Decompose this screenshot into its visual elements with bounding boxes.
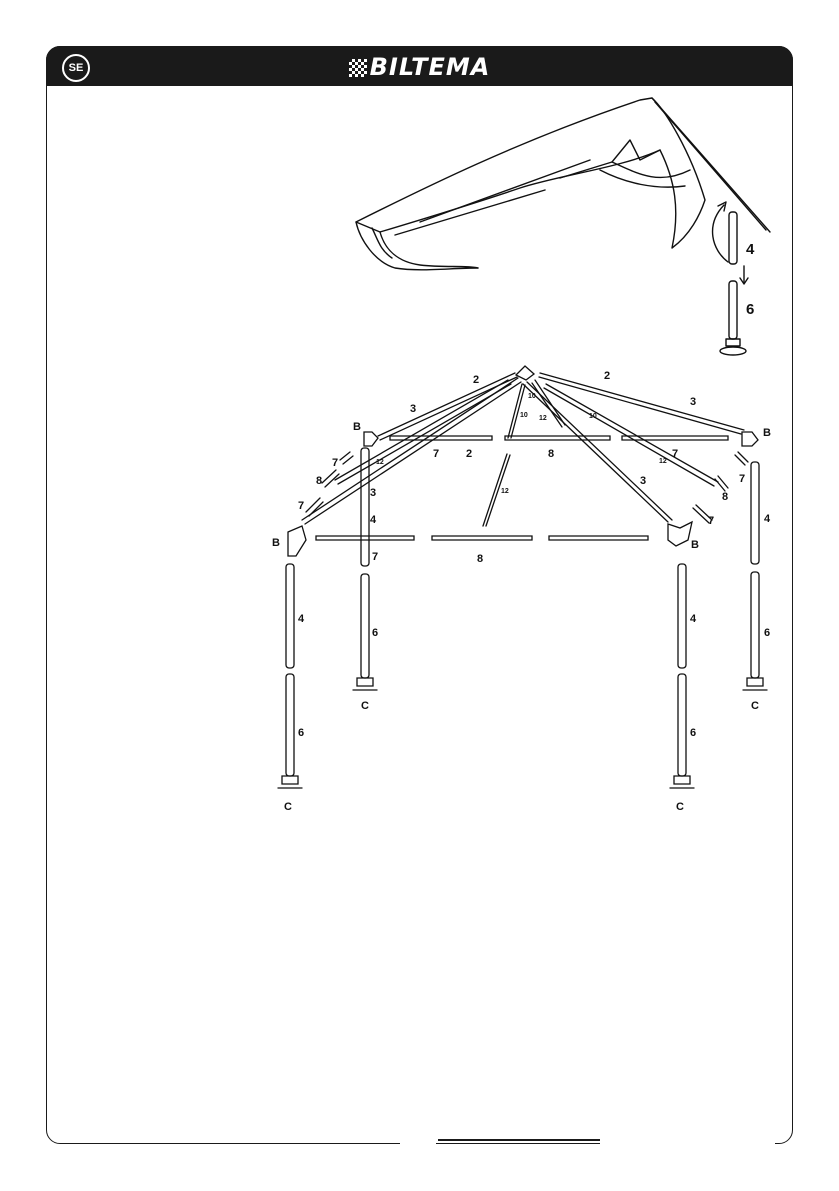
part-label: 2 bbox=[473, 374, 480, 386]
part-label: 10 bbox=[589, 413, 597, 420]
foot-label: C bbox=[361, 700, 369, 712]
part-label: 8 bbox=[316, 475, 323, 487]
part-label: 8 bbox=[722, 491, 729, 503]
part-label: 3 bbox=[690, 396, 697, 408]
part-label: 10 bbox=[528, 393, 536, 400]
part-label: 12 bbox=[501, 488, 509, 495]
part-label: 8 bbox=[548, 448, 555, 460]
part-label: 4 bbox=[764, 513, 771, 525]
footer-gap bbox=[400, 1136, 436, 1150]
part-label: 2 bbox=[604, 370, 611, 382]
part-label: 7 bbox=[372, 551, 379, 563]
joint-label: B bbox=[691, 539, 699, 551]
brand-name: BILTEMA bbox=[369, 53, 491, 81]
part-label: 12 bbox=[659, 458, 667, 465]
pole-label-lower: 6 bbox=[746, 301, 755, 318]
part-label: 6 bbox=[372, 627, 379, 639]
joint-label: B bbox=[353, 421, 361, 433]
part-label: 6 bbox=[690, 727, 697, 739]
foot-label: C bbox=[676, 801, 684, 813]
joint-label: B bbox=[272, 537, 280, 549]
part-label: 7 bbox=[672, 448, 679, 460]
part-label: 7 bbox=[332, 457, 339, 469]
part-label: 7 bbox=[433, 448, 440, 460]
part-label: 6 bbox=[298, 727, 305, 739]
foot-label: C bbox=[751, 700, 759, 712]
part-label: 3 bbox=[640, 475, 647, 487]
part-label: 7 bbox=[739, 473, 746, 485]
part-label: 3 bbox=[370, 487, 377, 499]
part-label: 7 bbox=[708, 515, 715, 527]
part-label: 12 bbox=[539, 415, 547, 422]
part-label: 10 bbox=[520, 412, 528, 419]
footer-rule bbox=[438, 1139, 600, 1141]
part-label: 12 bbox=[376, 459, 384, 466]
joint-label: B bbox=[763, 427, 771, 439]
part-label: 4 bbox=[298, 613, 305, 625]
part-label: 7 bbox=[298, 500, 305, 512]
pole-label-upper: 4 bbox=[746, 241, 755, 258]
part-label: 2 bbox=[466, 448, 473, 460]
part-label: 4 bbox=[690, 613, 697, 625]
part-label: 8 bbox=[477, 553, 484, 565]
foot-label: C bbox=[284, 801, 292, 813]
part-label: 6 bbox=[764, 627, 771, 639]
part-label: 4 bbox=[370, 514, 377, 526]
language-badge: SE bbox=[62, 54, 90, 82]
part-label: 3 bbox=[410, 403, 417, 415]
footer-gap bbox=[600, 1136, 775, 1150]
